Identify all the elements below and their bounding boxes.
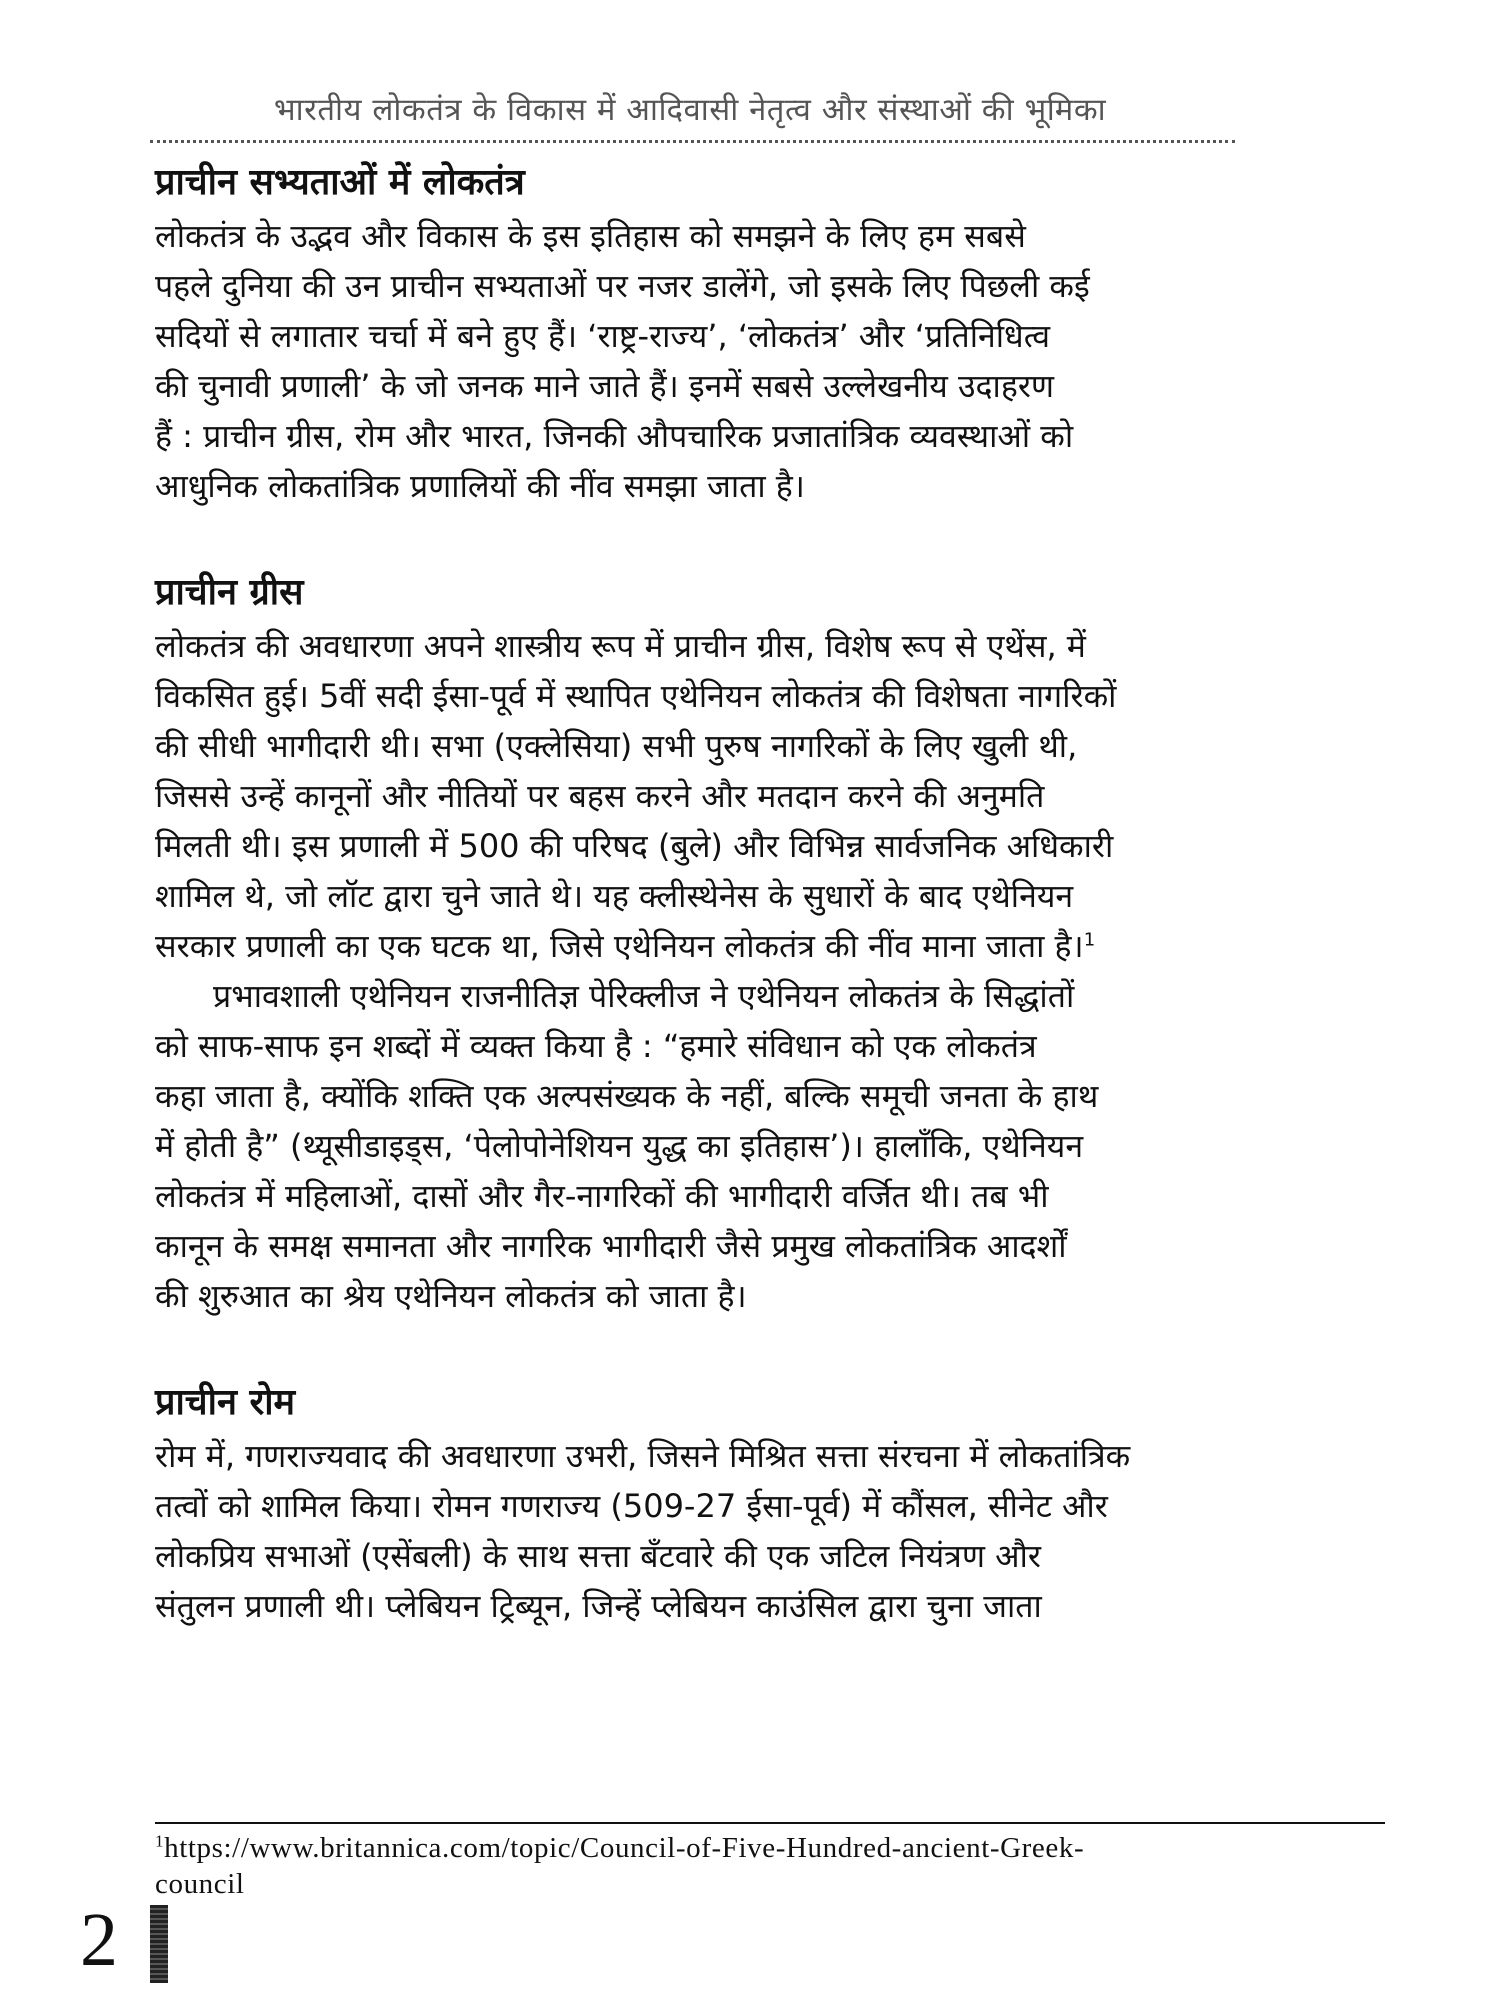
section-gap xyxy=(155,511,1380,565)
text-line: लोकतंत्र में महिलाओं, दासों और गैर-नागरिकों की भागीदारी वर्जित थी। तब भी xyxy=(155,1177,1049,1215)
footnote-line: council xyxy=(155,1868,245,1900)
text-line: कहा जाता है, क्योंकि शक्ति एक अल्पसंख्यक के नहीं, बल्कि समूची जनता के हाथ xyxy=(155,1077,1099,1115)
paragraph-ancient-civilizations xyxy=(155,211,1380,511)
text-line: विकसित हुई। 5वीं सदी ईसा-पूर्व में स्थापित एथेनियन लोकतंत्र की विशेषता नागरिकों xyxy=(155,677,1117,715)
footnote-line xyxy=(155,1830,1385,1866)
text-line: लोकतंत्र के उद्भव और विकास के इस इतिहास को समझने के लिए हम सबसे xyxy=(155,217,1026,255)
text-line: हैं : प्राचीन ग्रीस, रोम और भारत, जिनकी औपचारिक प्रजातांत्रिक व्यवस्थाओं को xyxy=(155,417,1074,455)
text-line: प्रभावशाली एथेनियन राजनीतिज्ञ पेरिक्लीज ने एथेनियन लोकतंत्र के सिद्धांतों xyxy=(213,977,1075,1015)
text-line: लोकतंत्र की अवधारणा अपने शास्त्रीय रूप में प्राचीन ग्रीस, विशेष रूप से एथेंस, में xyxy=(155,627,1086,665)
paragraph-pericles xyxy=(155,971,1380,1321)
text-line: जिससे उन्हें कानूनों और नीतियों पर बहस करने और मतदान करने की अनुमति xyxy=(155,777,1045,815)
text-line: शामिल थे, जो लॉट द्वारा चुने जाते थे। यह क्लीस्थेनेस के सुधारों के बाद एथेनियन xyxy=(155,877,1074,915)
page-number-bar xyxy=(150,1905,168,1983)
footnote xyxy=(155,1830,1385,1902)
text-line: को साफ-साफ इन शब्दों में व्यक्त किया है : “हमारे संविधान को एक लोकतंत्र xyxy=(155,1027,1037,1065)
text-line: की शुरुआत का श्रेय एथेनियन लोकतंत्र को जाता है। xyxy=(155,1277,747,1315)
footnote-reference: 1 xyxy=(1083,929,1096,951)
paragraph-ancient-greece xyxy=(155,621,1380,971)
text-line: कानून के समक्ष समानता और नागरिक भागीदारी जैसे प्रमुख लोकतांत्रिक आदर्शों xyxy=(155,1227,1067,1265)
section-heading-ancient-rome: प्राचीन रोम xyxy=(155,1382,296,1423)
page-number: 2 xyxy=(80,1898,118,1982)
section-heading-ancient-greece: प्राचीन ग्रीस xyxy=(155,572,304,613)
running-header: भारतीय लोकतंत्र के विकास में आदिवासी नेतृत्व और संस्थाओं की भूमिका xyxy=(273,92,1107,128)
footnote-rule xyxy=(155,1822,1385,1824)
text-line: मिलती थी। इस प्रणाली में 500 की परिषद (बुले) और विभिन्न सार्वजनिक अधिकारी xyxy=(155,827,1114,865)
text-line: में होती है” (थ्यूसीडाइड्स, ‘पेलोपोनेशियन युद्ध का इतिहास’)। हालाँकि, एथेनियन xyxy=(155,1127,1084,1165)
text-line-content: सरकार प्रणाली का एक घटक था, जिसे एथेनियन लोकतंत्र की नींव माना जाता है। xyxy=(155,927,1084,965)
text-line: सदियों से लगातार चर्चा में बने हुए हैं। ‘राष्ट्र-राज्य’, ‘लोकतंत्र’ और ‘प्रतिनिधित्व xyxy=(155,317,1050,355)
text-line: रोम में, गणराज्यवाद की अवधारणा उभरी, जिसने मिश्रित सत्ता संरचना में लोकतांत्रिक xyxy=(155,1437,1131,1475)
text-line: लोकप्रिय सभाओं (एसेंबली) के साथ सत्ता बँटवारे की एक जटिल नियंत्रण और xyxy=(155,1537,1041,1575)
section-gap xyxy=(155,1321,1380,1375)
text-line: की चुनावी प्रणाली’ के जो जनक माने जाते हैं। इनमें सबसे उल्लेखनीय उदाहरण xyxy=(155,367,1055,405)
page-body xyxy=(155,155,1380,1631)
text-line: की सीधी भागीदारी थी। सभा (एक्लेसिया) सभी पुरुष नागरिकों के लिए खुली थी, xyxy=(155,727,1078,765)
header-rule xyxy=(150,140,1235,143)
text-line: तत्वों को शामिल किया। रोमन गणराज्य (509-27 ईसा-पूर्व) में कौंसल, सीनेट और xyxy=(155,1487,1108,1525)
text-line: आधुनिक लोकतांत्रिक प्रणालियों की नींव समझा जाता है। xyxy=(155,467,805,505)
paragraph-ancient-rome xyxy=(155,1431,1380,1631)
footnote-url: https://www.britannica.com/topic/Council-of-Five-Hundred-ancient-Greek- xyxy=(164,1832,1085,1864)
text-line: संतुलन प्रणाली थी। प्लेबियन ट्रिब्यून, जिन्हें प्लेबियन काउंसिल द्वारा चुना जाता xyxy=(155,1587,1042,1625)
footnote-mark: 1 xyxy=(155,1831,165,1851)
text-line xyxy=(155,921,1380,971)
section-heading-ancient-civilizations: प्राचीन सभ्यताओं में लोकतंत्र xyxy=(155,162,525,203)
text-line: पहले दुनिया की उन प्राचीन सभ्यताओं पर नजर डालेंगे, जो इसके लिए पिछली कई xyxy=(155,267,1090,305)
